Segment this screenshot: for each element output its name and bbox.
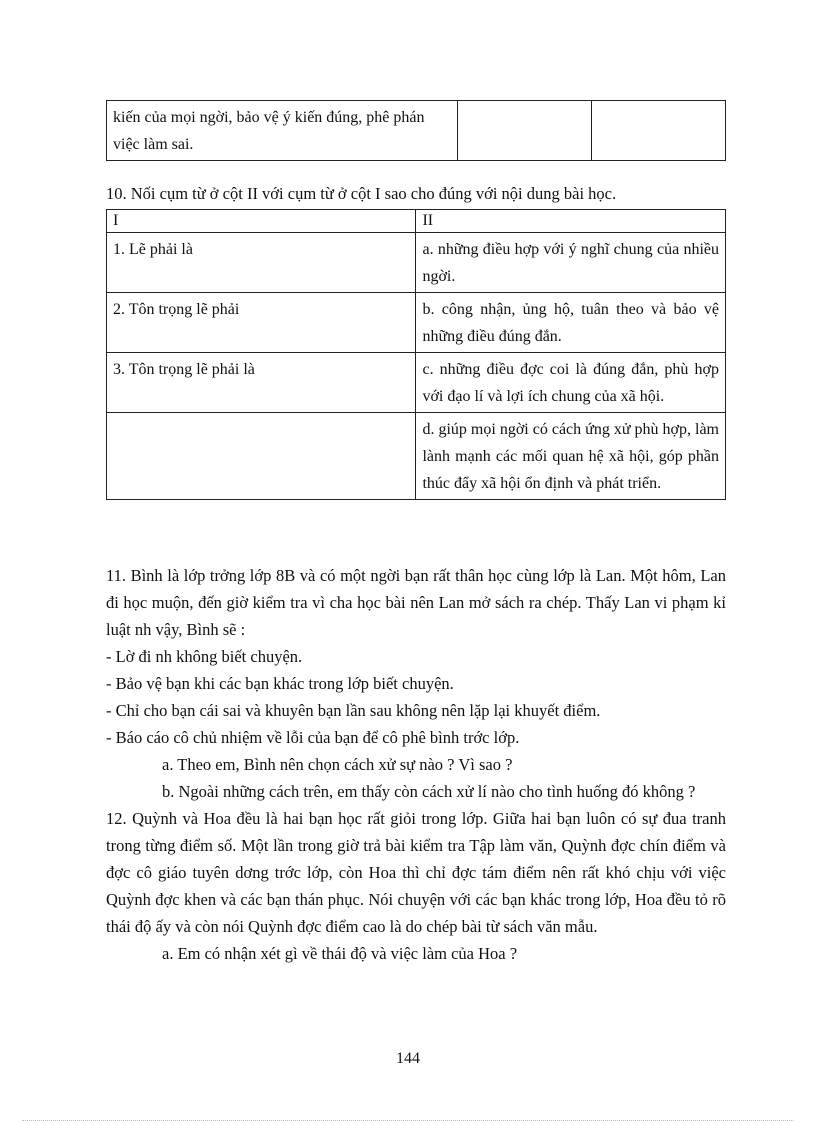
table-cell-right: c. những điều đợc coi là đúng đắn, phù hợp với đạo lí và lợi ích chung của xã hội. <box>416 353 726 413</box>
question-12-part-a: a. Em có nhận xét gì về thái độ và việc làm của Hoa ? <box>162 944 518 963</box>
table-row <box>107 233 726 293</box>
table-header-row <box>107 210 726 233</box>
question-11-option: - Bảo vệ bạn khi các bạn khác trong lớp biết chuyện. <box>106 674 454 693</box>
table-row <box>107 413 726 500</box>
table-cell-right: d. giúp mọi ngời có cách ứng xử phù hợp, làm lành mạnh các mối quan hệ xã hội, góp phần thúc đẩy xã hội ổn định và phát triển. <box>416 413 726 500</box>
table-cell-empty <box>457 101 591 161</box>
page-number: 144 <box>396 1050 420 1067</box>
column-header-i: I <box>107 210 416 233</box>
question-12-intro: 12. Quỳnh và Hoa đều là hai bạn học rất giỏi trong lớp. Giữa hai bạn luôn có sự đua tranh trong từng điểm số. Một lần trong giờ trả bài kiểm tra Tập làm văn, Quỳnh đợc chín điểm và đợc cô giáo tuyên dơng trớc lớp, còn Hoa thì chỉ đợc tám điểm nên rất khó chịu với việc Quỳnh đợc khen và các bạn thán phục. Nói chuyện với các bạn khác trong lớp, Hoa đều tỏ rõ thái độ ấy và còn nói Quỳnh đợc điểm cao là do chép bài từ sách văn mẫu. <box>106 809 726 936</box>
question-11-option: - Lờ đi nh không biết chuyện. <box>106 647 303 666</box>
question-11-intro: 11. Bình là lớp trởng lớp 8B và có một ngời bạn rất thân học cùng lớp là Lan. Một hôm, Lan đi học muộn, đến giờ kiểm tra vì cha học bài nên Lan mở sách ra chép. Thấy Lan vi phạm kỉ luật nh vậy, Bình sẽ : <box>106 566 726 639</box>
table-cell-right: a. những điều hợp với ý nghĩ chung của nhiều ngời. <box>416 233 726 293</box>
table-row <box>107 293 726 353</box>
question-11-option: - Chỉ cho bạn cái sai và khuyên bạn lần sau không nên lặp lại khuyết điểm. <box>106 701 601 720</box>
column-header-ii: II <box>416 210 726 233</box>
table-cell-left: 2. Tôn trọng lẽ phải <box>107 293 416 353</box>
question-11-part-b: b. Ngoài những cách trên, em thấy còn cách xử lí nào cho tình huống đó không ? <box>162 782 696 801</box>
table-row <box>107 101 726 161</box>
question-11-option: - Báo cáo cô chủ nhiệm về lỗi của bạn để cô phê bình trớc lớp. <box>106 728 520 747</box>
questions-body <box>106 562 726 967</box>
table-cell-empty <box>591 101 725 161</box>
question-10-title: 10. Nối cụm từ ở cột II với cụm từ ở cột I sao cho đúng với nội dung bài học. <box>106 184 617 203</box>
table-cell-right: b. công nhận, ủng hộ, tuân theo và bảo vệ những điều đúng đắn. <box>416 293 726 353</box>
table-cell: kiến của mọi ngời, bảo vệ ý kiến đúng, phê phán việc làm sai. <box>107 101 458 161</box>
table-cell-left: 3. Tôn trọng lẽ phải là <box>107 353 416 413</box>
table-row <box>107 353 726 413</box>
table-cell-left: 1. Lẽ phải là <box>107 233 416 293</box>
question-11-part-a: a. Theo em, Bình nên chọn cách xử sự nào ? Vì sao ? <box>162 755 513 774</box>
matching-table <box>106 209 726 500</box>
continued-table <box>106 100 726 161</box>
table-cell-left <box>107 413 416 500</box>
page-bottom-divider <box>22 1120 794 1121</box>
